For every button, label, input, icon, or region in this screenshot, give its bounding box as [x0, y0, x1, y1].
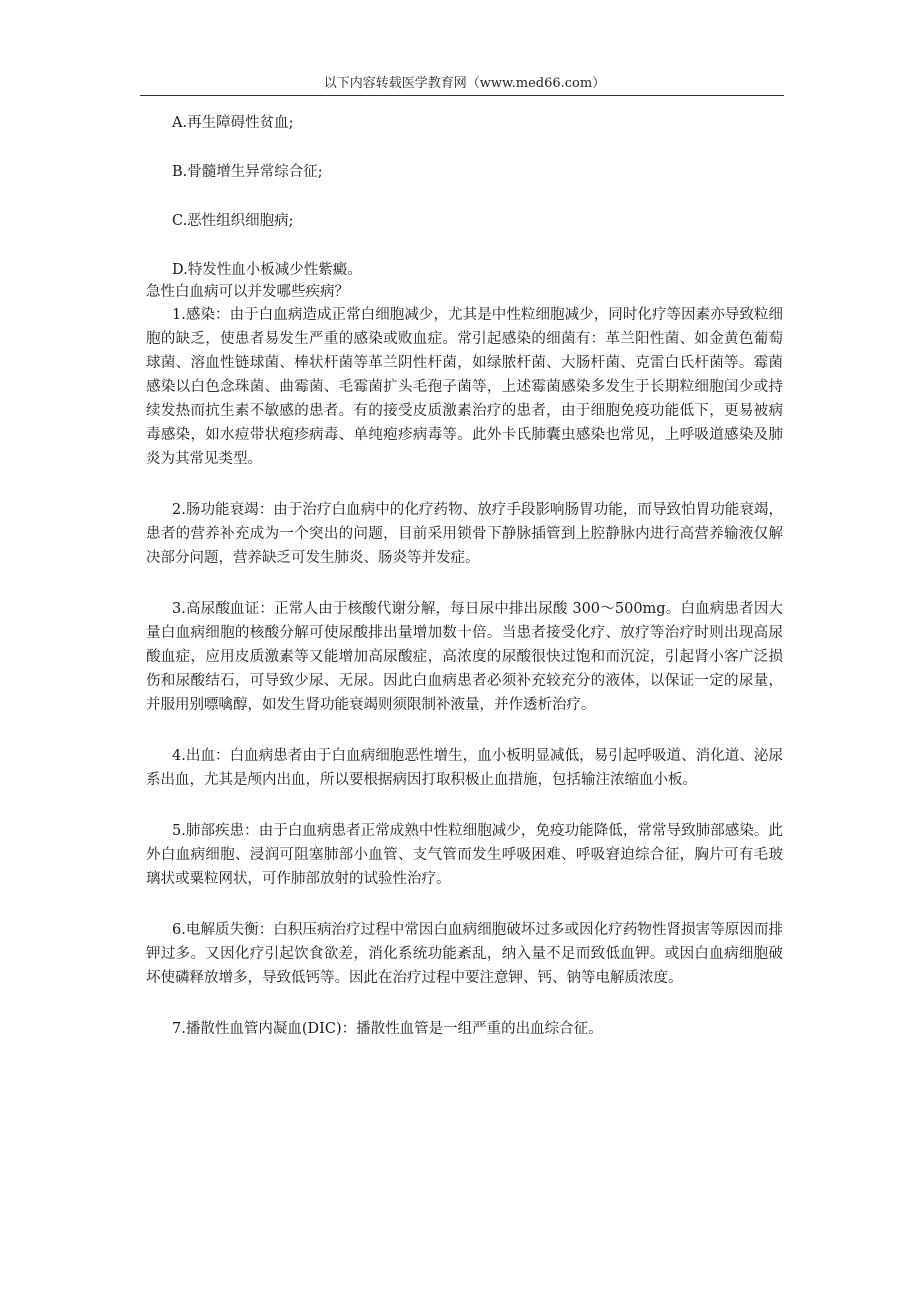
paragraph-lung-disease: 5.肺部疾患：由于白血病患者正常成熟中性粒细胞减少，免疫功能降低，常常导致肺部感染。此外白血病细胞、浸润可阻塞肺部小血管、支气管而发生呼吸困难、呼吸窘迫综合征，胸片可有毛玻璃状或粟粒网状，可作肺部放射的试验性治疗。	[146, 823, 783, 887]
paragraph-hyperuricemia: 3.高尿酸血证：正常人由于核酸代谢分解，每日尿中排出尿酸 300～500mg。白血病患者因大量白血病细胞的核酸分解可使尿酸排出量增加数十倍。当患者接受化疗、放疗等治疗时则出现高尿酸血症，应用皮质激素等又能增加高尿酸症，高浓度的尿酸很快过饱和而沉淀，引起肾小客广泛损伤和尿酸结石，可导致少尿、无尿。因此白血病患者必须补充较充分的液体，以保证一定的尿量，并服用别嘌噙醇，如发生肾功能衰竭则须限制补液量，并作透析治疗。	[146, 601, 783, 713]
page-header: 以下内容转载医学教育网（www.med66.com）	[323, 76, 606, 91]
question-heading: 急性白血病可以并发哪些疾病？	[146, 284, 349, 300]
option-b: B.骨髓增生异常综合征;	[172, 164, 323, 180]
paragraph-electrolyte: 6.电解质失衡：白积压病治疗过程中常因白血病细胞破坏过多或因化疗药物性肾损害等原因而排钾过多。又因化疗引起饮食欲差，消化系统功能紊乱，纳入量不足而致低血钾。或因白血病细胞破坏使磷释放增多，导致低钙等。因此在治疗过程中要注意钾、钙、钠等电解质浓度。	[146, 922, 783, 986]
paragraph-intestinal-failure: 2.肠功能衰竭：由于治疗白血病中的化疗药物、放疗手段影响肠胃功能，而导致怕胃功能衰竭，患者的营养补充成为一个突出的问题，目前采用锁骨下静脉插管到上腔静脉内进行高营养输液仅解决部分问题，营养缺乏可发生肺炎、肠炎等并发症。	[146, 502, 783, 566]
document-body	[146, 112, 783, 1068]
paragraph-dic: 7.播散性血管内凝血(DIC)：播散性血管是一组严重的出血综合征。	[172, 1021, 603, 1037]
option-c: C.恶性组织细胞病;	[172, 213, 294, 229]
paragraph-infection: 1.感染：由于白血病造成正常白细胞减少，尤其是中性粒细胞减少，同时化疗等因素亦导致粒细胞的缺乏，使患者易发生严重的感染或败血症。常引起感染的细菌有：革兰阳性菌、如金黄色葡萄球菌、溶血性链球菌、棒状杆菌等革兰阴性杆菌，如绿脓杆菌、大肠杆菌、克雷白氏杆菌等。霉菌感染以白色念珠菌、曲霉菌、毛霉菌扩头毛孢子菌等，上述霉菌感染多发生于长期粒细胞闰少或持续发热而抗生素不敏感的患者。有的接受皮质激素治疗的患者，由于细胞免疫功能低下，更易被病毒感染，如水痘带状疱疹病毒、单纯疱疹病毒等。此外卡氏肺囊虫感染也常见，上呼吸道感染及肺炎为其常见类型。	[146, 307, 783, 467]
option-d: D.特发性血小板减少性紫癜。	[172, 262, 362, 278]
paragraph-bleeding: 4.出血：白血病患者由于白血病细胞恶性增生，血小板明显减低，易引起呼吸道、消化道、泌尿系出血，尤其是颅内出血，所以要根据病因打取积极止血措施，包括输注浓缩血小板。	[146, 748, 783, 788]
option-a: A.再生障碍性贫血;	[172, 115, 294, 131]
header-divider	[140, 95, 784, 96]
